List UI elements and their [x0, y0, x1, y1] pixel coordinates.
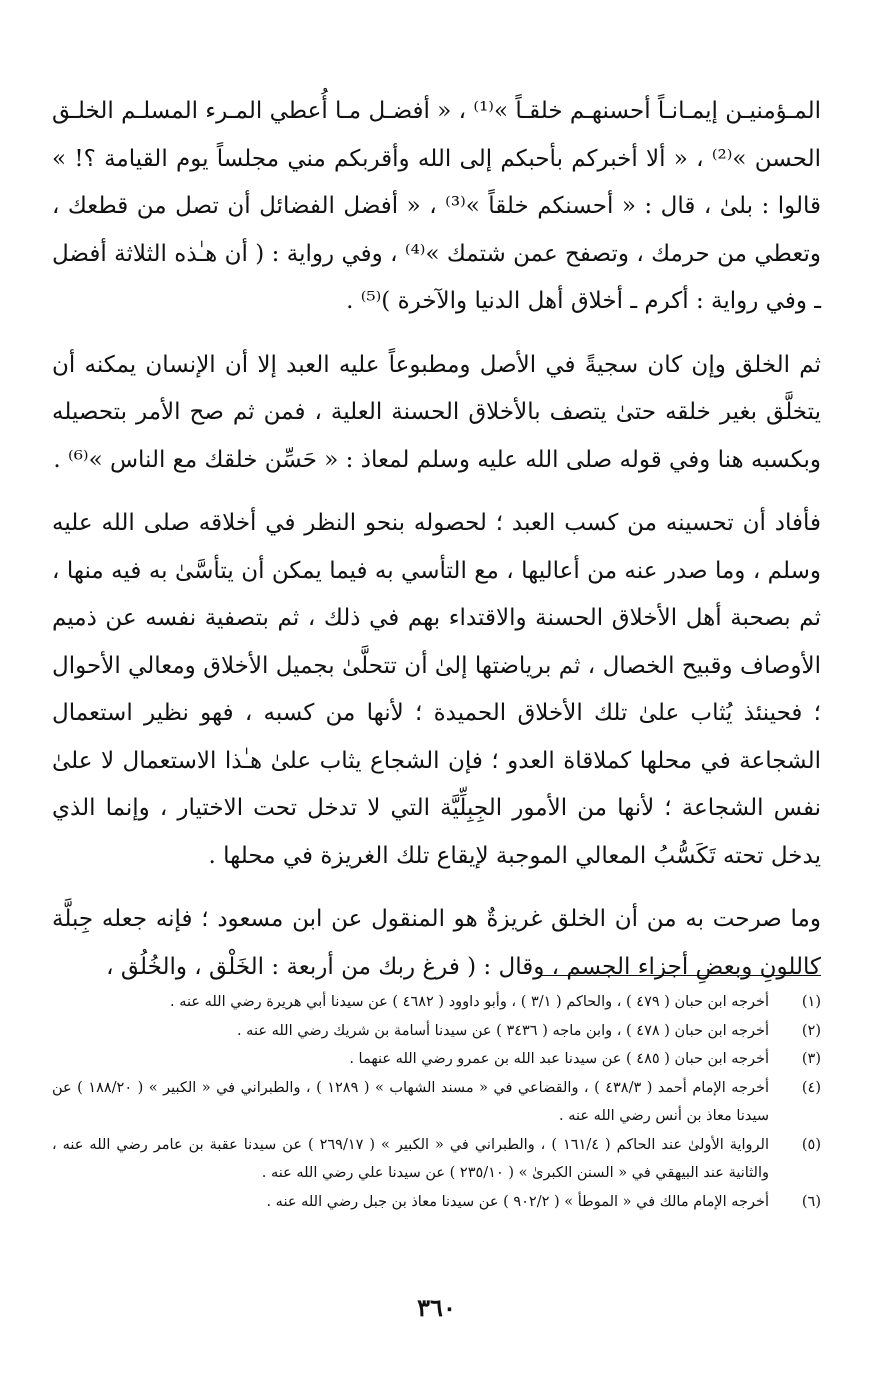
footnote — [52, 1188, 821, 1217]
footnote-text: أخرجه ابن حبان ( ٤٧٩ ) ، والحاكم ( ٣/١ ) ، وأبو داوود ( ٤٦٨٢ ) عن سيدنا أبي هريرة رضي الله عنه . — [169, 994, 769, 1010]
footnotes — [52, 988, 821, 1216]
footnote — [52, 988, 821, 1017]
footnote-number: (٤) — [801, 1079, 821, 1096]
main-text — [52, 88, 821, 991]
footnote-number: (٢) — [801, 1022, 821, 1039]
paragraph: ثم الخلق وإن كان سجيةً في الأصل ومطبوعاً عليه العبد إلا أن الإنسان يمكنه أن يتخلَّق بغير خلقه حتىٰ يتصف بالأخلاق الحسنة العلية ، فمن ثم صح الأمر بتحصيله وبكسبه هنا وفي قوله صلى الله عليه وسلم لمعاذ : « حَسِّن خلقك مع الناس »⁽⁶⁾ . — [52, 351, 821, 473]
page-number: ٣٦٠ — [417, 1293, 456, 1322]
footnote-number: (٥) — [801, 1136, 821, 1153]
footnote-number: (١) — [801, 994, 821, 1010]
footnote-text: أخرجه ابن حبان ( ٤٧٨ ) ، وابن ماجه ( ٣٤٣٦ ) عن سيدنا أسامة بن شريك رضي الله عنه . — [236, 1022, 769, 1039]
paragraph: فأفاد أن تحسينه من كسب العبد ؛ لحصوله بنحو النظر في أخلاقه صلى الله عليه وسلم ، وما صدر عنه من أعاليها ، مع التأسي به فيما يمكن أن يتأسَّىٰ به فيه منها ، ثم بصحبة أهل الأخلاق الحسنة والاقتداء بهم في ذلك ، ثم بتصفية نفسه عن ذميم الأوصاف وقبيح الخصال ، ثم برياضتها إلىٰ أن تتحلَّىٰ بجميل الأخلاق ومعالي الأحوال ؛ فحينئذ يُثاب علىٰ تلك الأخلاق الحميدة ؛ لأنها من كسبه ، فهو نظير استعمال الشجاعة في محلها كملاقاة العدو ؛ فإن الشجاع يثاب علىٰ هـٰذا الاستعمال لا علىٰ نفس الشجاعة ؛ لأنها من الأمور الجِبِلِّيَّة التي لا تدخل تحت الاختيار ، وإنما الذي يدخل تحته تَكَسُّبُ المعالي الموجبة لإيقاع تلك الغريزة في محلها . — [52, 510, 821, 869]
footnote-text: الرواية الأولىٰ عند الحاكم ( ١٦١/٤ ) ، والطبراني في « الكبير » ( ٢٦٩/١٧ ) عن سيدنا عقبة بن عامر رضي الله عنه ، والثانية عند البيهقي في « السنن الكبرىٰ » ( ٢٣٥/١٠ ) عن سيدنا علي رضي الله عنه . — [52, 1136, 770, 1181]
footnote-number: (٣) — [801, 1051, 821, 1067]
footnote — [52, 1017, 821, 1046]
paragraph: وما صرحت به من أن الخلق غريزةٌ هو المنقول عن ابن مسعود ؛ فإنه جعله جِبلَّة كاللونِ وبعضِ أجزاء الجسم ، وقال : ( فرغ ربك من أربعة : الخَلْق ، والخُلُق ، — [52, 906, 821, 980]
footnote-text: أخرجه ابن حبان ( ٤٨٥ ) عن سيدنا عبد الله بن عمرو رضي الله عنهما . — [349, 1051, 769, 1067]
footnote-divider — [541, 975, 821, 976]
footnote-number: (٦) — [801, 1193, 821, 1210]
footnote — [52, 1074, 821, 1131]
footnote-text: أخرجه الإمام مالك في « الموطأ » ( ٩٠٢/٢ ) عن سيدنا معاذ بن جبل رضي الله عنه . — [266, 1193, 769, 1210]
footnote — [52, 1045, 821, 1074]
paragraph: المـؤمنيـن إيمـانـاً أحسنهـم خلقـاً »⁽¹⁾ ، « أفضـل مـا أُعطي المـرء المسلـم الخلـق الحسن »⁽²⁾ ، « ألا أخبركم بأحبكم إلى الله وأقربكم مني مجلساً يوم القيامة ؟! » قالوا : بلىٰ ، قال : « أحسنكم خلقاً »⁽³⁾ ، « أفضل الفضائل أن تصل من قطعك ، وتعطي من حرمك ، وتصفح عمن شتمك »⁽⁴⁾ ، وفي رواية : ( أن هـٰذه الثلاثة أفضل ـ وفي رواية : أكرم ـ أخلاق أهل الدنيا والآخرة )⁽⁵⁾ . — [52, 98, 822, 314]
footnote — [52, 1131, 821, 1188]
footnote-text: أخرجه الإمام أحمد ( ٤٣٨/٣ ) ، والقضاعي في « مسند الشهاب » ( ١٢٨٩ ) ، والطبراني في « الكبير » ( ١٨٨/٢٠ ) عن سيدنا معاذ بن أنس رضي الله عنه . — [52, 1079, 769, 1124]
